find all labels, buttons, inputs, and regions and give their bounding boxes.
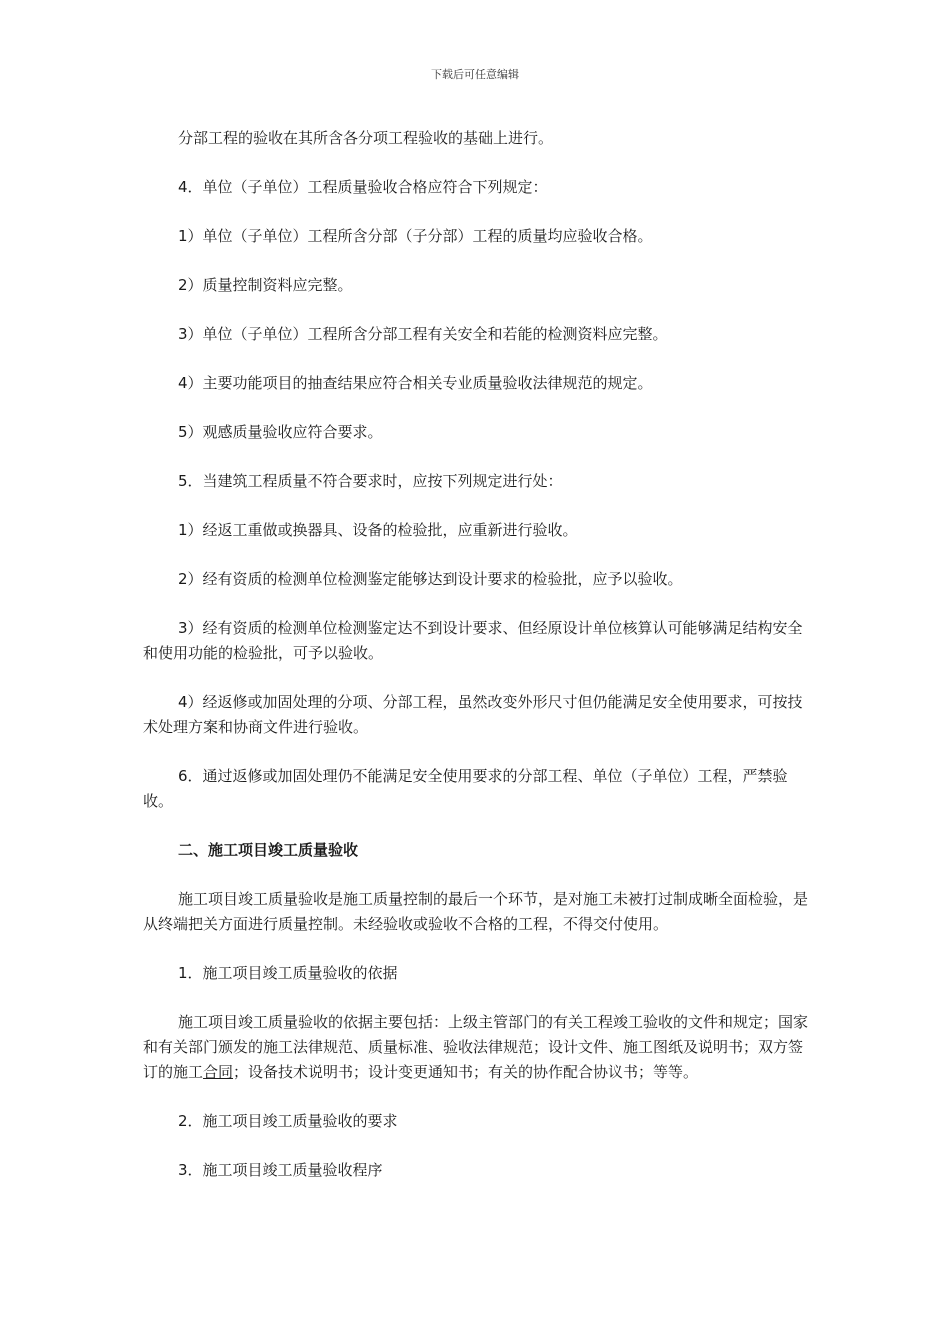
page-header: 下载后可任意编辑 <box>431 68 519 81</box>
list-item: 2）质量控制资料应完整。 <box>178 276 353 294</box>
list-item: 1）经返工重做或换器具、设备的检验批，应重新进行验收。 <box>178 521 578 539</box>
paragraph <box>143 1010 811 1085</box>
subsection-heading: 3．施工项目竣工质量验收程序 <box>178 1161 383 1179</box>
paragraph-text: 施工项目竣工质量验收的依据主要包括：上级主管部门的有关工程竣工验收的文件和规定；国家和有关部门颁发的施工法律规范、质量标准、验收法律规范；设计文件、施工图纸及说明书；双方签订的施工 <box>143 1013 809 1081</box>
paragraph-text: ；设备技术说明书；设计变更通知书；有关的协作配合协议书；等等。 <box>233 1063 699 1081</box>
list-heading: 5．当建筑工程质量不符合要求时，应按下列规定进行处： <box>178 472 563 490</box>
paragraph: 施工项目竣工质量验收是施工质量控制的最后一个环节，是对施工未被打过制成晰全面检验，是从终端把关方面进行质量控制。未经验收或验收不合格的工程，不得交付使用。 <box>143 890 809 933</box>
document-body <box>143 126 811 1207</box>
subsection-heading: 2．施工项目竣工质量验收的要求 <box>178 1112 398 1130</box>
contract-link[interactable]: 合同 <box>203 1063 234 1081</box>
section-heading: 二、施工项目竣工质量验收 <box>178 841 359 859</box>
list-item: 3）单位（子单位）工程所含分部工程有关安全和若能的检测资料应完整。 <box>178 325 668 343</box>
subsection-heading: 1．施工项目竣工质量验收的依据 <box>178 964 398 982</box>
paragraph: 分部工程的验收在其所含各分项工程验收的基础上进行。 <box>178 129 554 147</box>
list-item: 1）单位（子单位）工程所含分部（子分部）工程的质量均应验收合格。 <box>178 227 653 245</box>
list-item: 4）主要功能项目的抽查结果应符合相关专业质量验收法律规范的规定。 <box>178 374 653 392</box>
list-item: 4）经返修或加固处理的分项、分部工程，虽然改变外形尺寸但仍能满足安全使用要求，可按技术处理方案和协商文件进行验收。 <box>143 693 803 736</box>
list-heading: 4．单位（子单位）工程质量验收合格应符合下列规定： <box>178 178 548 196</box>
list-item: 5）观感质量验收应符合要求。 <box>178 423 383 441</box>
list-item: 3）经有资质的检测单位检测鉴定达不到设计要求、但经原设计单位核算认可能够满足结构安全和使用功能的检验批，可予以验收。 <box>143 619 803 662</box>
paragraph: 6．通过返修或加固处理仍不能满足安全使用要求的分部工程、单位（子单位）工程，严禁验收。 <box>143 767 788 810</box>
list-item: 2）经有资质的检测单位检测鉴定能够达到设计要求的检验批，应予以验收。 <box>178 570 683 588</box>
